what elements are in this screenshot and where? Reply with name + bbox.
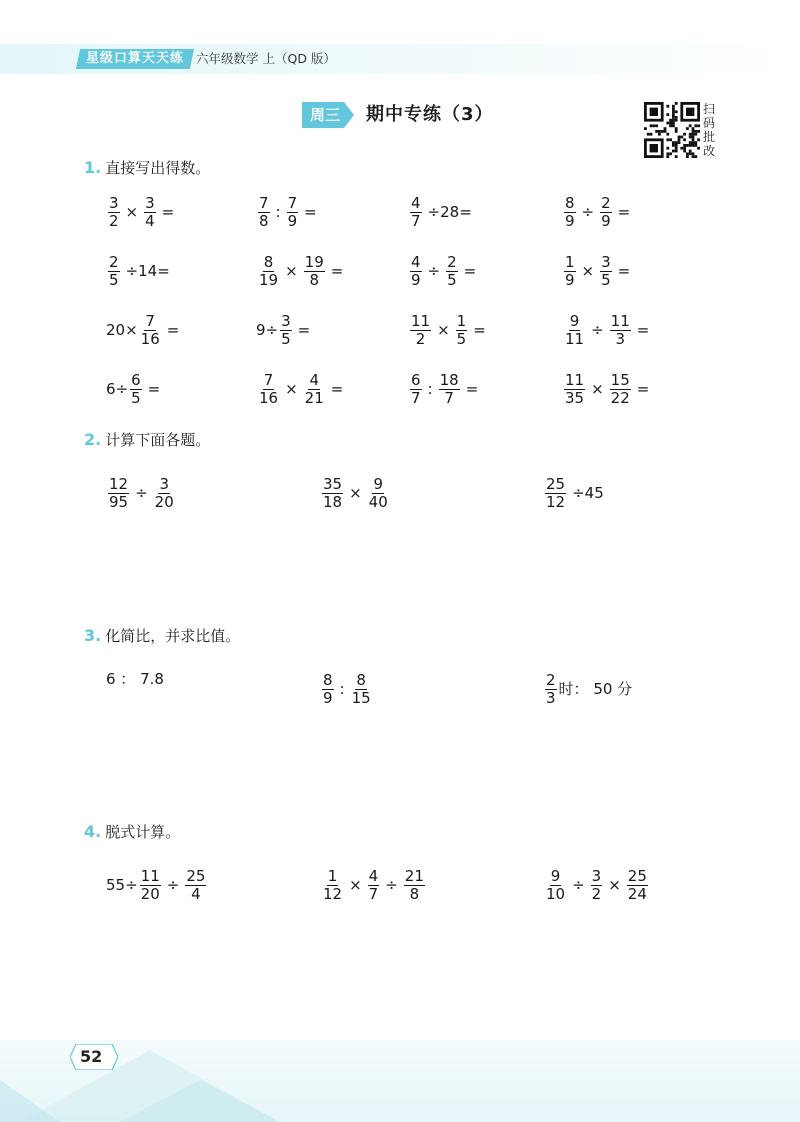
math-expression — [562, 195, 634, 230]
expression-text: 55÷ — [106, 876, 138, 894]
fraction-denominator: 5 — [131, 389, 141, 407]
operator: × — [437, 321, 450, 339]
fraction-numerator: 11 — [610, 312, 630, 330]
fraction — [322, 476, 343, 511]
fraction-denominator: 11 — [565, 330, 585, 348]
fraction-denominator: 35 — [565, 389, 585, 407]
operator: × — [349, 876, 362, 894]
operator: × — [125, 203, 139, 221]
operator: = — [166, 321, 180, 339]
fraction — [610, 372, 631, 407]
fraction-numerator: 11 — [411, 312, 431, 330]
fraction — [591, 868, 603, 903]
expression-text: 时： 50 分 — [558, 680, 633, 698]
fraction — [564, 372, 585, 407]
operator: = — [636, 321, 650, 339]
page-number: 52 — [80, 1047, 103, 1066]
qr-label-char: 改 — [703, 144, 716, 158]
fraction — [410, 195, 422, 230]
brand-label — [76, 49, 194, 69]
fraction-numerator: 7 — [145, 312, 155, 330]
fraction — [610, 313, 631, 348]
fraction-numerator: 6 — [411, 371, 421, 389]
fraction-denominator: 5 — [109, 271, 119, 289]
fraction-numerator: 3 — [109, 194, 119, 212]
fraction-denominator: 5 — [601, 271, 611, 289]
fraction-numerator: 6 — [131, 371, 141, 389]
math-expression — [106, 868, 208, 903]
fraction — [564, 195, 576, 230]
section-number: 4. — [84, 822, 102, 841]
operator: × — [285, 262, 298, 280]
section-instruction: 直接写出得数。 — [105, 159, 211, 177]
operator: = — [161, 203, 175, 221]
math-expression — [408, 372, 482, 407]
fraction-denominator: 5 — [281, 330, 291, 348]
fraction-denominator: 2 — [109, 212, 119, 230]
footer-decoration — [0, 1040, 800, 1122]
fraction-numerator: 9 — [569, 312, 580, 330]
fraction-numerator: 21 — [404, 867, 424, 885]
fraction — [600, 195, 612, 230]
fraction-numerator: 7 — [287, 194, 298, 212]
section-title — [84, 822, 180, 842]
fraction-denominator: 8 — [309, 271, 319, 289]
fraction — [287, 195, 299, 230]
math-expression — [320, 868, 427, 903]
fraction — [564, 254, 576, 289]
fraction — [404, 868, 425, 903]
fraction — [368, 868, 380, 903]
fraction-numerator: 11 — [140, 867, 160, 885]
fraction — [627, 868, 648, 903]
fraction-denominator: 9 — [565, 212, 575, 230]
expression-text: 9÷ — [256, 321, 279, 339]
fraction-numerator: 7 — [263, 371, 274, 389]
operator: = — [147, 380, 161, 398]
operator: : — [339, 680, 345, 698]
math-expression — [408, 195, 476, 230]
fraction — [545, 672, 557, 707]
operator: = — [636, 380, 650, 398]
fraction-numerator: 25 — [546, 475, 566, 493]
math-expression — [562, 313, 653, 348]
fraction-numerator: 15 — [610, 371, 630, 389]
fraction-denominator: 22 — [610, 389, 630, 407]
footer-band — [0, 1040, 800, 1122]
math-expression — [543, 672, 632, 707]
page-title: 期中专练（3） — [366, 104, 494, 125]
fraction-numerator: 3 — [601, 253, 611, 271]
fraction — [545, 476, 566, 511]
fraction-numerator: 8 — [323, 671, 333, 689]
fraction — [322, 868, 343, 903]
operator: ÷ — [385, 876, 398, 894]
fraction-numerator: 2 — [447, 253, 457, 271]
fraction-denominator: 20 — [154, 493, 174, 511]
operator: ÷28= — [427, 203, 472, 221]
section-number: 3. — [84, 626, 102, 645]
operator: × — [608, 876, 621, 894]
fraction — [154, 476, 175, 511]
operator: : — [427, 380, 433, 398]
math-expression — [543, 868, 650, 903]
fraction-denominator: 3 — [615, 330, 625, 348]
expression-text: 20× — [106, 321, 138, 339]
section-title — [84, 626, 240, 646]
fraction-denominator: 15 — [351, 689, 371, 707]
fraction — [351, 672, 372, 707]
math-expression — [106, 313, 183, 348]
fraction-numerator: 1 — [456, 312, 467, 330]
fraction — [410, 313, 431, 348]
fraction-numerator: 8 — [263, 253, 274, 271]
math-expression — [562, 372, 653, 407]
operator: ÷ — [591, 321, 604, 339]
math-expression — [256, 195, 321, 230]
math-expression — [543, 476, 608, 511]
fraction-denominator: 5 — [456, 330, 467, 348]
fraction-numerator: 3 — [159, 475, 169, 493]
qr-label-char: 扫 — [703, 102, 716, 116]
operator: = — [473, 321, 486, 339]
expression-text: 6 ： 7.8 — [106, 670, 164, 688]
fraction — [600, 254, 612, 289]
fraction — [280, 313, 292, 348]
fraction — [140, 313, 161, 348]
brand-text: 星级口算天天练 — [86, 51, 185, 66]
fraction-numerator: 25 — [627, 867, 647, 885]
fraction-denominator: 7 — [411, 389, 421, 407]
operator: ÷ — [166, 876, 180, 894]
math-expression — [106, 195, 178, 230]
math-expression — [256, 372, 347, 407]
math-expression — [106, 476, 177, 511]
fraction-denominator: 9 — [601, 212, 611, 230]
fraction-denominator: 18 — [323, 493, 343, 511]
fraction-denominator: 4 — [191, 885, 201, 903]
operator: ÷14= — [125, 262, 170, 280]
fraction-denominator: 12 — [323, 885, 343, 903]
operator: ÷ — [581, 203, 595, 221]
book-title: 六年级数学 上（QD 版） — [196, 51, 336, 66]
math-expression — [106, 254, 174, 289]
operator: ÷ — [135, 484, 148, 502]
operator: × — [349, 484, 362, 502]
math-expression — [106, 672, 164, 687]
math-expression — [408, 254, 480, 289]
fraction — [108, 476, 129, 511]
math-expression — [320, 672, 374, 707]
qr-code-icon[interactable] — [644, 102, 700, 158]
fraction-denominator: 95 — [109, 493, 129, 511]
fraction — [410, 254, 422, 289]
fraction-denominator: 20 — [140, 885, 160, 903]
fraction-numerator: 18 — [439, 371, 459, 389]
math-expression — [256, 313, 314, 348]
operator: : — [275, 203, 281, 221]
fraction — [108, 254, 120, 289]
fraction-numerator: 4 — [309, 371, 319, 389]
fraction-denominator: 16 — [140, 330, 160, 348]
fraction-denominator: 9 — [287, 212, 298, 230]
fraction — [144, 195, 156, 230]
fraction-numerator: 9 — [373, 475, 383, 493]
section-instruction: 计算下面各题。 — [105, 431, 211, 449]
fraction-numerator: 1 — [565, 253, 575, 271]
fraction-numerator: 4 — [411, 194, 421, 212]
operator: = — [463, 262, 477, 280]
section-number: 2. — [84, 430, 102, 449]
section-title — [84, 158, 210, 178]
fraction — [304, 254, 325, 289]
fraction-denominator: 19 — [259, 271, 279, 289]
fraction-numerator: 7 — [259, 194, 269, 212]
operator: ÷45 — [572, 484, 604, 502]
fraction-denominator: 16 — [259, 389, 279, 407]
fraction — [368, 476, 389, 511]
fraction-numerator: 2 — [546, 671, 556, 689]
math-expression — [562, 254, 634, 289]
fraction-numerator: 2 — [601, 194, 611, 212]
fraction — [304, 372, 325, 407]
fraction — [564, 313, 585, 348]
fraction-numerator: 11 — [565, 371, 585, 389]
fraction-denominator: 9 — [323, 689, 333, 707]
fraction-denominator: 3 — [546, 689, 556, 707]
qr-label — [703, 102, 717, 158]
fraction-denominator: 9 — [565, 271, 575, 289]
fraction-numerator: 19 — [304, 253, 324, 271]
fraction-numerator: 3 — [591, 867, 602, 885]
fraction-denominator: 21 — [304, 389, 324, 407]
fraction-denominator: 7 — [368, 885, 379, 903]
operator: = — [330, 380, 344, 398]
operator: × — [591, 380, 604, 398]
fraction-denominator: 7 — [444, 389, 454, 407]
fraction-denominator: 4 — [145, 212, 155, 230]
fraction-denominator: 40 — [368, 493, 388, 511]
fraction — [258, 195, 270, 230]
fraction-numerator: 3 — [145, 194, 155, 212]
math-expression — [408, 313, 490, 348]
section-instruction: 脱式计算。 — [105, 823, 181, 841]
fraction-denominator: 9 — [411, 271, 421, 289]
fraction-numerator: 1 — [327, 867, 338, 885]
fraction — [258, 372, 279, 407]
fraction-denominator: 8 — [409, 885, 420, 903]
math-expression — [106, 372, 164, 407]
operator: = — [617, 262, 631, 280]
fraction — [545, 868, 566, 903]
fraction-denominator: 24 — [627, 885, 647, 903]
fraction-denominator: 2 — [415, 330, 426, 348]
day-tag-text: 周三 — [310, 106, 341, 124]
fraction-numerator: 25 — [186, 867, 206, 885]
fraction-numerator: 12 — [109, 475, 129, 493]
fraction-numerator: 8 — [565, 194, 575, 212]
fraction — [140, 868, 161, 903]
fraction — [108, 195, 120, 230]
fraction-numerator: 4 — [411, 253, 421, 271]
qr-label-char: 批 — [703, 130, 716, 144]
fraction-numerator: 8 — [356, 671, 366, 689]
operator: = — [617, 203, 631, 221]
math-expression — [256, 254, 347, 289]
operator: ÷ — [427, 262, 441, 280]
operator: × — [581, 262, 595, 280]
fraction-denominator: 5 — [447, 271, 457, 289]
math-expression — [320, 476, 391, 511]
fraction-denominator: 12 — [546, 493, 566, 511]
fraction-numerator: 35 — [323, 475, 343, 493]
section-instruction: 化简比，并求比值。 — [105, 627, 241, 645]
fraction-numerator: 3 — [281, 312, 291, 330]
expression-text: 6÷ — [106, 380, 129, 398]
operator: = — [330, 262, 344, 280]
operator: = — [297, 321, 311, 339]
operator: = — [465, 380, 479, 398]
operator: ÷ — [572, 876, 585, 894]
fraction — [322, 672, 334, 707]
fraction-denominator: 7 — [411, 212, 421, 230]
fraction — [185, 868, 206, 903]
operator: = — [304, 203, 317, 221]
fraction-numerator: 4 — [368, 867, 379, 885]
fraction-denominator: 10 — [546, 885, 566, 903]
day-tag — [302, 102, 354, 128]
qr-label-char: 码 — [703, 116, 716, 130]
fraction-numerator: 2 — [109, 253, 119, 271]
fraction-denominator: 8 — [259, 212, 269, 230]
fraction — [439, 372, 460, 407]
fraction — [410, 372, 422, 407]
fraction — [130, 372, 142, 407]
section-title — [84, 430, 210, 450]
section-number: 1. — [84, 158, 102, 177]
operator: × — [285, 380, 298, 398]
fraction-numerator: 9 — [550, 867, 561, 885]
fraction — [446, 254, 458, 289]
fraction-denominator: 2 — [591, 885, 602, 903]
fraction — [258, 254, 279, 289]
fraction — [456, 313, 468, 348]
